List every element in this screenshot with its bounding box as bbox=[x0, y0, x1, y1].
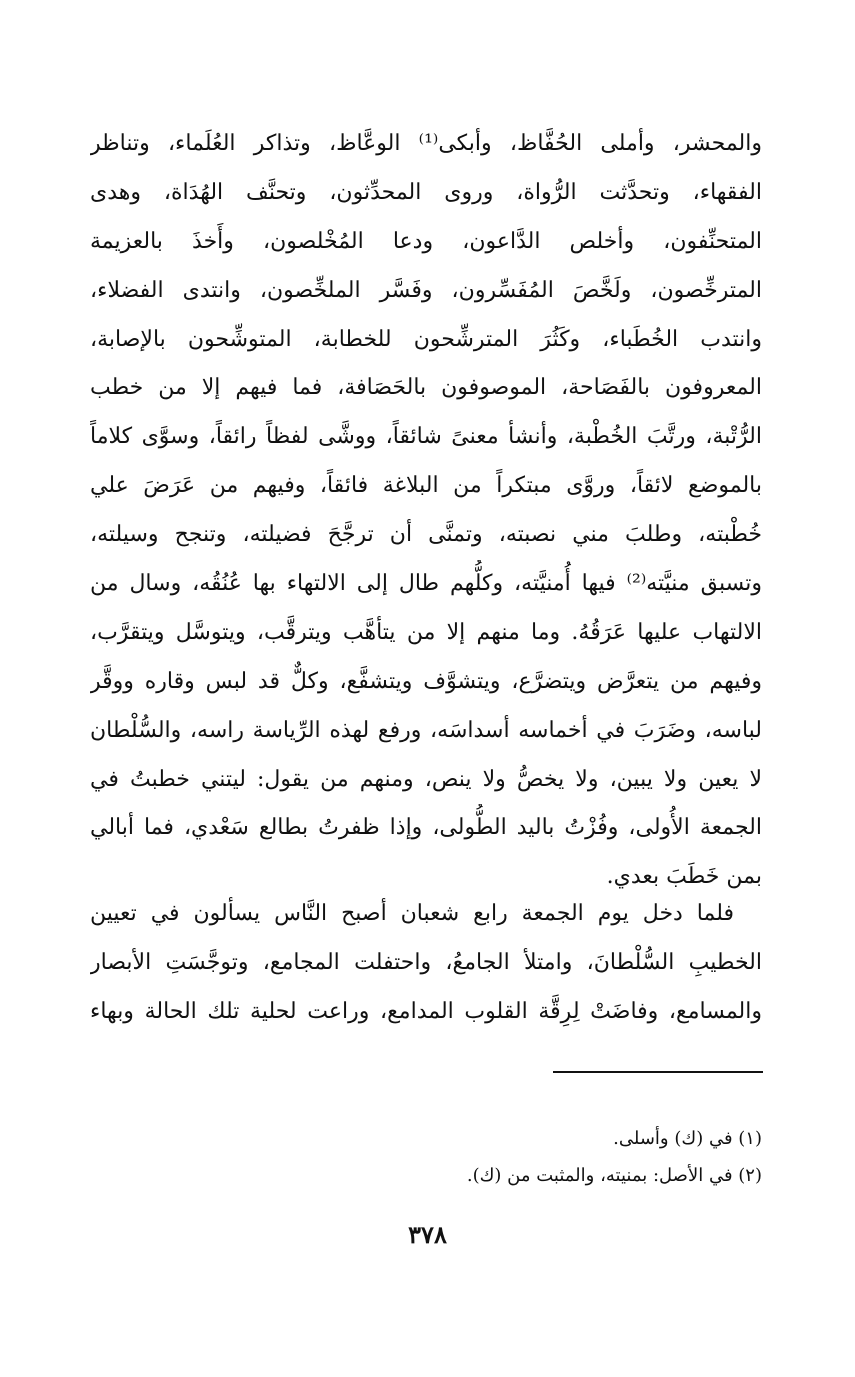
text-line: بالموضع لائقاً، وروَّى مبتكراً من البلاغة فائقاً، وفيهم من عَرَضَ علي bbox=[90, 473, 762, 499]
text-line: وتسبق منيَّته⁽²⁾ فيها أُمنيَّته، وكلُّهم طال إلى الالتهاء بها عُنُقُه، وسال من bbox=[90, 571, 762, 597]
text-line: لباسه، وضَرَبَ في أخماسه أسداسَه، ورفع لهذه الرِّياسة راسه، والسُّلْطان bbox=[90, 717, 762, 743]
text-line: المتحنِّفون، وأخلص الدَّاعون، ودعا المُخْلصون، وأَخذَ بالعزيمة bbox=[90, 228, 762, 254]
paragraph-1 bbox=[90, 120, 762, 902]
footnote-2: (٢) في الأصل: بمنيته، والمثبت من (ك). bbox=[466, 1165, 762, 1186]
text-line: لا يعين ولا يبين، ولا يخصُّ ولا ينص، ومنهم من يقول: ليتني خطبتُ في bbox=[90, 766, 762, 792]
text-line: خُطْبته، وطلبَ مني نصبته، وتمنَّى أن ترجَّحَ فضيلته، وتنجح وسيلته، bbox=[90, 522, 762, 548]
text-line: الجمعة الأُولى، وفُزْتُ باليد الطُّولى، وإذا ظفرتُ بطالع سَعْدي، فما أبالي bbox=[90, 815, 762, 841]
text-line: الرُّتْبة، ورتَّبَ الخُطْبة، وأنشأ معنىً شائقاً، ووشَّى لفظاً رائقاً، وسوَّى كلاماً bbox=[90, 424, 762, 450]
page-number: ٣٧٨ bbox=[408, 1220, 447, 1249]
footnote-1: (١) في (ك) وأسلى. bbox=[613, 1128, 762, 1149]
text-line: وانتدب الخُطَباء، وكَثُرَ المترشِّحون للخطابة، المتوشِّحون بالإصابة، bbox=[90, 326, 762, 352]
text-line: والمحشر، وأملى الحُفَّاظ، وأبكى⁽¹⁾ الوعَّاظ، وتذاكر العُلَماء، وتناظر bbox=[90, 131, 762, 156]
text-line: الفقهاء، وتحدَّثت الرُّواة، وروى المحدِّثون، وتحنَّف الهُدَاة، وهدى bbox=[90, 179, 762, 205]
text-line: بمن خَطَبَ بعدي. bbox=[606, 864, 762, 890]
text-line: المترخِّصون، ولَخَّصَ المُفَسِّرون، وفَسَّر الملخِّصون، وانتدى الفضلاء، bbox=[90, 277, 762, 303]
footnote-separator bbox=[553, 1071, 763, 1073]
text-line: الخطيبِ السُّلْطانَ، وامتلأ الجامعُ، واحتفلت المجامع، وتوجَّسَتِ الأبصار bbox=[90, 949, 762, 975]
text-line: الالتهاب عليها عَرَقُهُ. وما منهم إلا من يتأهَّب ويترقَّب، ويتوسَّل ويتقرَّب، bbox=[90, 619, 762, 645]
text-line: فلما دخل يوم الجمعة رابع شعبان أصبح النَّاس يسألون في تعيين bbox=[90, 901, 734, 926]
text-line: وفيهم من يتعرَّض ويتضرَّع، ويتشوَّف ويتشفَّع، وكلٌّ قد لبس وقاره ووقَّر bbox=[90, 668, 762, 694]
footnotes bbox=[90, 1120, 762, 1194]
paragraph-2 bbox=[90, 890, 762, 1037]
text-line: المعروفون بالفَصَاحة، الموصوفون بالحَصَافة، فما فيهم إلا من خطب bbox=[90, 375, 762, 401]
text-line: والمسامع، وفاضَتْ لِرِقَّة القلوب المدامع، وراعت لحلية تلك الحالة وبهاء bbox=[90, 998, 762, 1024]
